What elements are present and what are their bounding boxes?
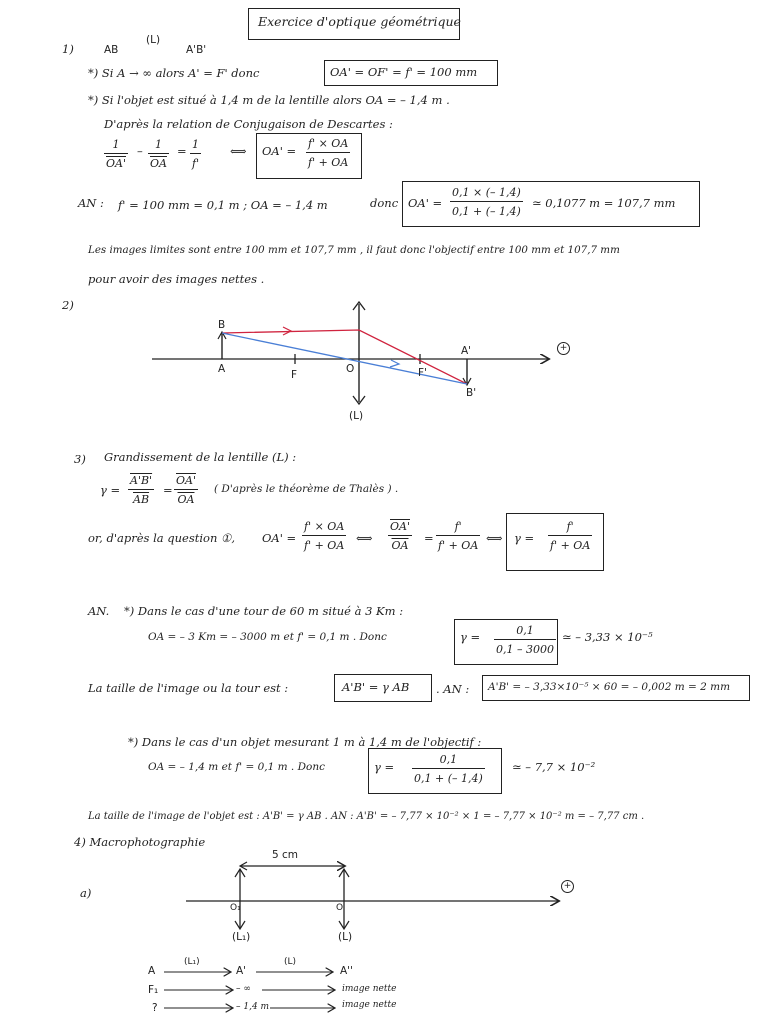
section-2-number: 2) <box>62 298 74 312</box>
distance-label: 5 cm <box>272 849 299 861</box>
tower-case-line: *) Dans le cas d'une tour de 60 m situé à 3 Km : <box>124 604 404 618</box>
descartes-equals: = <box>177 144 187 158</box>
chain-row-Ap: A' <box>236 965 247 977</box>
conclusion-line-2: pour avoir des images nettes . <box>88 272 265 286</box>
an-result-lhs: OA' = <box>408 196 443 210</box>
descartes-equiv: ⟺ <box>230 144 247 158</box>
sub-a-label: a) <box>80 886 92 900</box>
descartes-result-frac: f' × OA f' + OA <box>308 137 349 169</box>
label-Bp: B' <box>466 387 477 399</box>
chain-row-minus-1-4: – 1,4 m <box>236 1002 270 1012</box>
descartes-intro: D'après la relation de Conjugaison de Descartes : <box>104 117 393 131</box>
section-3-number: 3) <box>74 452 86 466</box>
object-values: OA = – 1,4 m et f' = 0,1 m . Donc <box>148 761 325 773</box>
object-case-line: *) Dans le cas d'un objet mesurant 1 m à 1,4 m de l'objectif : <box>128 735 482 749</box>
descartes-frac-1: $\frac{1}{OA'}$ <box>106 138 126 170</box>
chain-row-A: A <box>148 965 156 977</box>
chain-object: AB <box>104 44 119 56</box>
ray-blue <box>222 333 467 384</box>
chain-row-App: A'' <box>340 965 353 977</box>
chain-row-minus-inf: – ∞ <box>236 984 251 994</box>
section-1-number: 1) <box>62 42 74 56</box>
thales-note: ( D'après le théorème de Thalès ) . <box>214 483 399 495</box>
gamma-frac-2: $\frac{OA'}{OA}$ <box>176 474 196 506</box>
descartes-frac-2: $\frac{1}{OA}$ <box>150 138 167 170</box>
section-4-heading: 4) Macrophotographie <box>74 835 206 849</box>
tower-gamma-result: ≃ – 3,33 × 10⁻⁵ <box>562 630 653 644</box>
label-B: B <box>218 319 226 331</box>
gamma-result-lhs: γ = <box>514 531 535 545</box>
tower-values: OA = – 3 Km = – 3000 m et f' = 0,1 m . Donc <box>148 631 387 643</box>
label-L: (L) <box>349 410 364 422</box>
label-L1: (L₁) <box>232 931 251 943</box>
focal-result: OA' = OF' = f' = 100 mm <box>330 65 478 79</box>
object-size-line: La taille de l'image de l'objet est : A'B' = γ AB . AN : A'B' = – 7,77 × 10⁻² × 1 = – 7,77 × 10⁻² m = – 7,77 cm . <box>88 811 645 822</box>
or-lhs: OA' = <box>262 531 297 545</box>
or-frac: f' × OA f' + OA <box>304 520 345 552</box>
chain-image: A'B' <box>186 44 207 56</box>
an-label: AN : <box>78 196 104 210</box>
infinity-line: *) Si A → ∞ alors A' = F' donc <box>88 66 260 80</box>
page-title: Exercice d'optique géométrique <box>258 14 461 29</box>
tower-size-formula: A'B' = γ AB <box>342 680 410 694</box>
descartes-result-lhs: OA' = <box>262 144 297 158</box>
ratio-eq: = <box>424 531 434 545</box>
tower-size-an: . AN : <box>436 682 470 696</box>
tower-gamma-frac: 0,1 0,1 – 3000 <box>496 624 554 656</box>
object-distance-line: *) Si l'objet est situé à 1,4 m de la lentille alors OA = – 1,4 m . <box>88 93 450 107</box>
conclusion-line-1: Les images limites sont entre 100 mm et 107,7 mm , il faut donc l'objectif entre 100 mm et 107,7 mm <box>88 244 620 256</box>
label-O: O <box>346 363 355 375</box>
label-Fp: F' <box>418 367 427 379</box>
or-text: or, d'après la question ①, <box>88 531 235 545</box>
lens-top-arrow <box>353 302 365 310</box>
ratio-frac-2: f' f' + OA <box>438 520 479 552</box>
ray-red <box>222 330 467 384</box>
chain-lens: (L) <box>146 34 161 46</box>
label-A: A <box>218 363 226 375</box>
axis-plus-label: + <box>557 342 570 355</box>
lens-bottom-arrow <box>353 396 365 404</box>
gamma-result-frac: f' f' + OA <box>550 520 591 552</box>
label-O-macro: O <box>336 903 344 913</box>
ratio-frac: $\frac{OA'}{OA}$ <box>390 520 410 552</box>
label-O1: O₁ <box>230 903 241 913</box>
gamma-eq: = <box>163 483 173 497</box>
object-gamma-result: ≃ – 7,7 × 10⁻² <box>512 760 596 774</box>
macro-plus-label: + <box>561 880 574 893</box>
gamma-label: γ = <box>100 483 121 497</box>
tower-size-result: A'B' = – 3,33×10⁻⁵ × 60 = – 0,002 m = 2 mm <box>488 681 731 693</box>
descartes-minus: – <box>137 144 143 158</box>
or-equiv: ⟺ <box>356 531 373 545</box>
object-gamma-frac: 0,1 0,1 + (– 1,4) <box>414 753 483 785</box>
tower-gamma-lhs: γ = <box>460 630 481 644</box>
chain-row-question: ? <box>152 1002 158 1014</box>
chain-row-image-nette-1: image nette <box>342 984 397 994</box>
an-values: f' = 100 mm = 0,1 m ; OA = – 1,4 m <box>118 198 328 212</box>
an-result-frac: 0,1 × (– 1,4) 0,1 + (– 1,4) <box>452 186 521 218</box>
label-L-macro: (L) <box>338 931 353 943</box>
ratio-equiv: ⟺ <box>486 531 503 545</box>
an-section-3-label: AN. <box>88 604 110 618</box>
object-gamma-lhs: γ = <box>374 760 395 774</box>
gamma-frac-1: $\frac{A'B'}{AB}$ <box>130 474 153 506</box>
label-Ap: A' <box>461 345 472 357</box>
an-result-value: ≃ 0,1077 m = 107,7 mm <box>532 196 676 210</box>
chain-row-image-nette-2: image nette <box>342 1000 397 1010</box>
tower-size-text: La taille de l'image ou la tour est : <box>88 681 289 695</box>
label-F: F <box>291 369 298 381</box>
chain-row-L: (L) <box>284 957 297 967</box>
descartes-frac-3: 1 f' <box>192 138 200 170</box>
section-3-heading: Grandissement de la lentille (L) : <box>104 450 297 464</box>
chain-row-L1: (L₁) <box>184 957 200 967</box>
chain-row-F1: F₁ <box>148 984 159 996</box>
an-donc: donc <box>370 196 399 210</box>
